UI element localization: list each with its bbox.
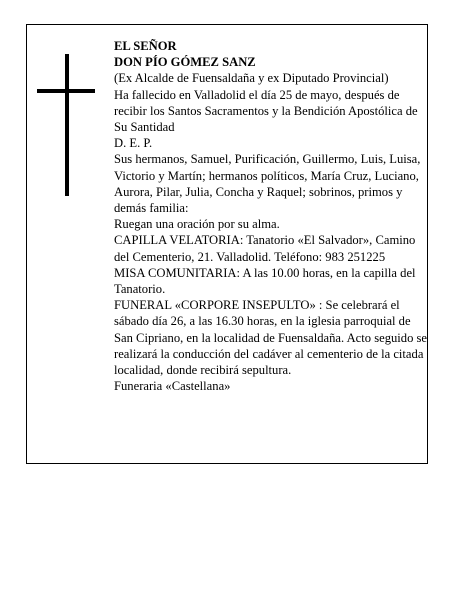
rip-line: D. E. P.	[114, 136, 153, 151]
prayer-request: Ruegan una oración por su alma.	[114, 217, 280, 232]
deceased-title: EL SEÑOR	[114, 39, 177, 53]
funeral-home: Funeraria «Castellana»	[114, 379, 231, 394]
deceased-positions: (Ex Alcalde de Fuensaldaña y ex Diputado Provincial)	[114, 71, 389, 86]
funeral-info: FUNERAL «CORPORE INSEPULTO» : Se celebrará el sábado día 26, a las 16.30 horas, en la iglesia parroquial de San Cipriano, en la localidad de Fuensaldaña. Acto seguido se realizará la conducción del cadáver al cementerio de la citada localidad, donde recibirá sepultura.	[114, 298, 428, 378]
chapel-info: CAPILLA VELATORIA: Tanatorio «El Salvador», Camino del Cementerio, 21. Valladolid. Teléfono: 983 251225	[114, 233, 416, 264]
family-list: Sus hermanos, Samuel, Purificación, Guillermo, Luis, Luisa, Victorio y Martín; hermanos políticos, María Cruz, Luciano, Aurora, Pilar, Julia, Concha y Raquel; sobrinos, primos y demás familia:	[114, 152, 421, 216]
cross-icon	[37, 54, 95, 196]
cross-vertical-bar	[65, 54, 69, 196]
mass-info: MISA COMUNITARIA: A las 10.00 horas, en la capilla del Tanatorio.	[114, 265, 416, 297]
deceased-name: DON PÍO GÓMEZ SANZ	[114, 55, 256, 70]
cross-horizontal-bar	[37, 89, 95, 93]
death-announcement: Ha fallecido en Valladolid el día 25 de mayo, después de recibir los Santos Sacramentos y la Bendición Apostólica de Su Santidad	[114, 87, 418, 135]
notice-text	[114, 38, 428, 394]
